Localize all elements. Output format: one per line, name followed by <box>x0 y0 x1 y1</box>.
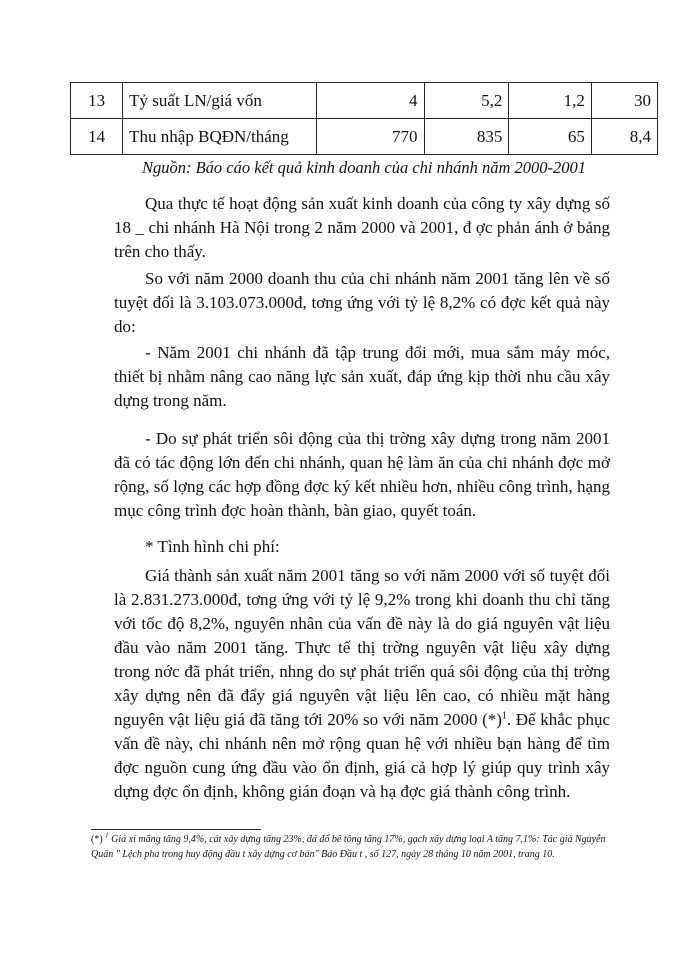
paragraph-revenue: So với năm 2000 doanh thu của chi nhánh năm 2001 tăng lên về số tuyệt đối là 3.103.073.000đ, tơng ứng với tỷ lệ 8,2% có đợc kết quả này do: <box>114 269 610 336</box>
footnote-number: 1 <box>105 831 109 840</box>
paragraph-costs-part1: Giá thành sản xuất năm 2001 tăng so với năm 2000 với số tuyệt đối là 2.831.273.000đ, tơng ứng với tỷ lệ 9,2% trong khi doanh thu chỉ tăng với tốc độ 8,2%, nguyên nhân của vấn đề này là do giá nguyên vật liệu đầu vào năm 2001 tăng. Thực tế thị trờng nguyên vật liệu xây dựng trong nớc đã phát triển, nhng do sự phát triển quá sôi động của thị trờng xây dựng nên đã đẩy giá nguyên vật liệu lên cao, có nhiều mặt hàng nguyên vật liệu giá đã tăng tới 20% so với năm 2000 (*) <box>114 566 610 729</box>
footnote <box>91 832 611 862</box>
row-number: 13 <box>71 83 123 119</box>
table-row <box>71 83 658 119</box>
paragraph-overview: Qua thực tế hoạt động sản xuất kinh doanh của công ty xây dựng số 18 _ chi nhánh Hà Nội trong 2 năm 2000 và 2001, đ ợc phản ánh ở bảng trên cho thấy. <box>114 194 610 261</box>
table-row <box>71 119 658 155</box>
value-2001: 5,2 <box>424 83 509 119</box>
paragraph-costs-part2: . Để khắc phục vấn đề này, chi nhánh nên mở rộng quan hệ với nhiều bạn hàng để tìm đợc nguồn cung ứng đầu vào ổn định, giá cả hợp lý giúp quy trình xây dựng đợc ổn định, không gián đoạn và hạ đợc giá thành công trình. <box>114 710 610 801</box>
indicator-name: Tỷ suất LN/giá vốn <box>123 83 316 119</box>
value-2000: 770 <box>316 119 424 155</box>
footnote-divider <box>91 829 261 830</box>
difference: 65 <box>509 119 591 155</box>
indicator-name: Thu nhập BQĐN/tháng <box>123 119 316 155</box>
difference: 1,2 <box>509 83 591 119</box>
percent-change: 30 <box>591 83 657 119</box>
footnote-text: Giá xi măng tăng 9,4%, cát xây dựng tăng 23%, đá đổ bê tông tăng 17%, gạch xây dựng loại A tăng 7,1%: Tác giả Nguyễn Quân " Lệch pha trong huy động đầu t xây dựng cơ bản" Báo Đầu t , số 127, ngày 28 tháng 10 năm 2001, trang 10. <box>91 834 606 860</box>
section-heading-costs: * Tình hình chi phí: <box>145 537 280 556</box>
footnote-mark: (*) <box>91 834 103 845</box>
paragraph-costs <box>114 564 610 804</box>
footnote-reference: 1 <box>501 710 507 722</box>
value-2001: 835 <box>424 119 509 155</box>
paragraph-reason-equipment: - Năm 2001 chi nhánh đã tập trung đổi mới, mua sắm máy móc, thiết bị nhằm nâng cao năng lực sản xuất, đáp ứng kịp thời nhu cầu xây dựng trong năm. <box>114 343 610 410</box>
row-number: 14 <box>71 119 123 155</box>
financial-table <box>70 82 658 155</box>
value-2000: 4 <box>316 83 424 119</box>
table-source-caption: Nguồn: Báo cáo kết quả kinh doanh của chi nhánh năm 2000-2001 <box>141 158 587 177</box>
percent-change: 8,4 <box>591 119 657 155</box>
paragraph-reason-market: - Do sự phát triển sôi động của thị trờng xây dựng trong năm 2001 đã có tác động lớn đến chi nhánh, quan hệ làm ăn của chi nhánh đợc mở rộng, số lợng các hợp đồng đợc ký kết nhiều hơn, nhiều công trình, hạng mục công trình đợc hoàn thành, bàn giao, quyết toán. <box>114 429 610 520</box>
